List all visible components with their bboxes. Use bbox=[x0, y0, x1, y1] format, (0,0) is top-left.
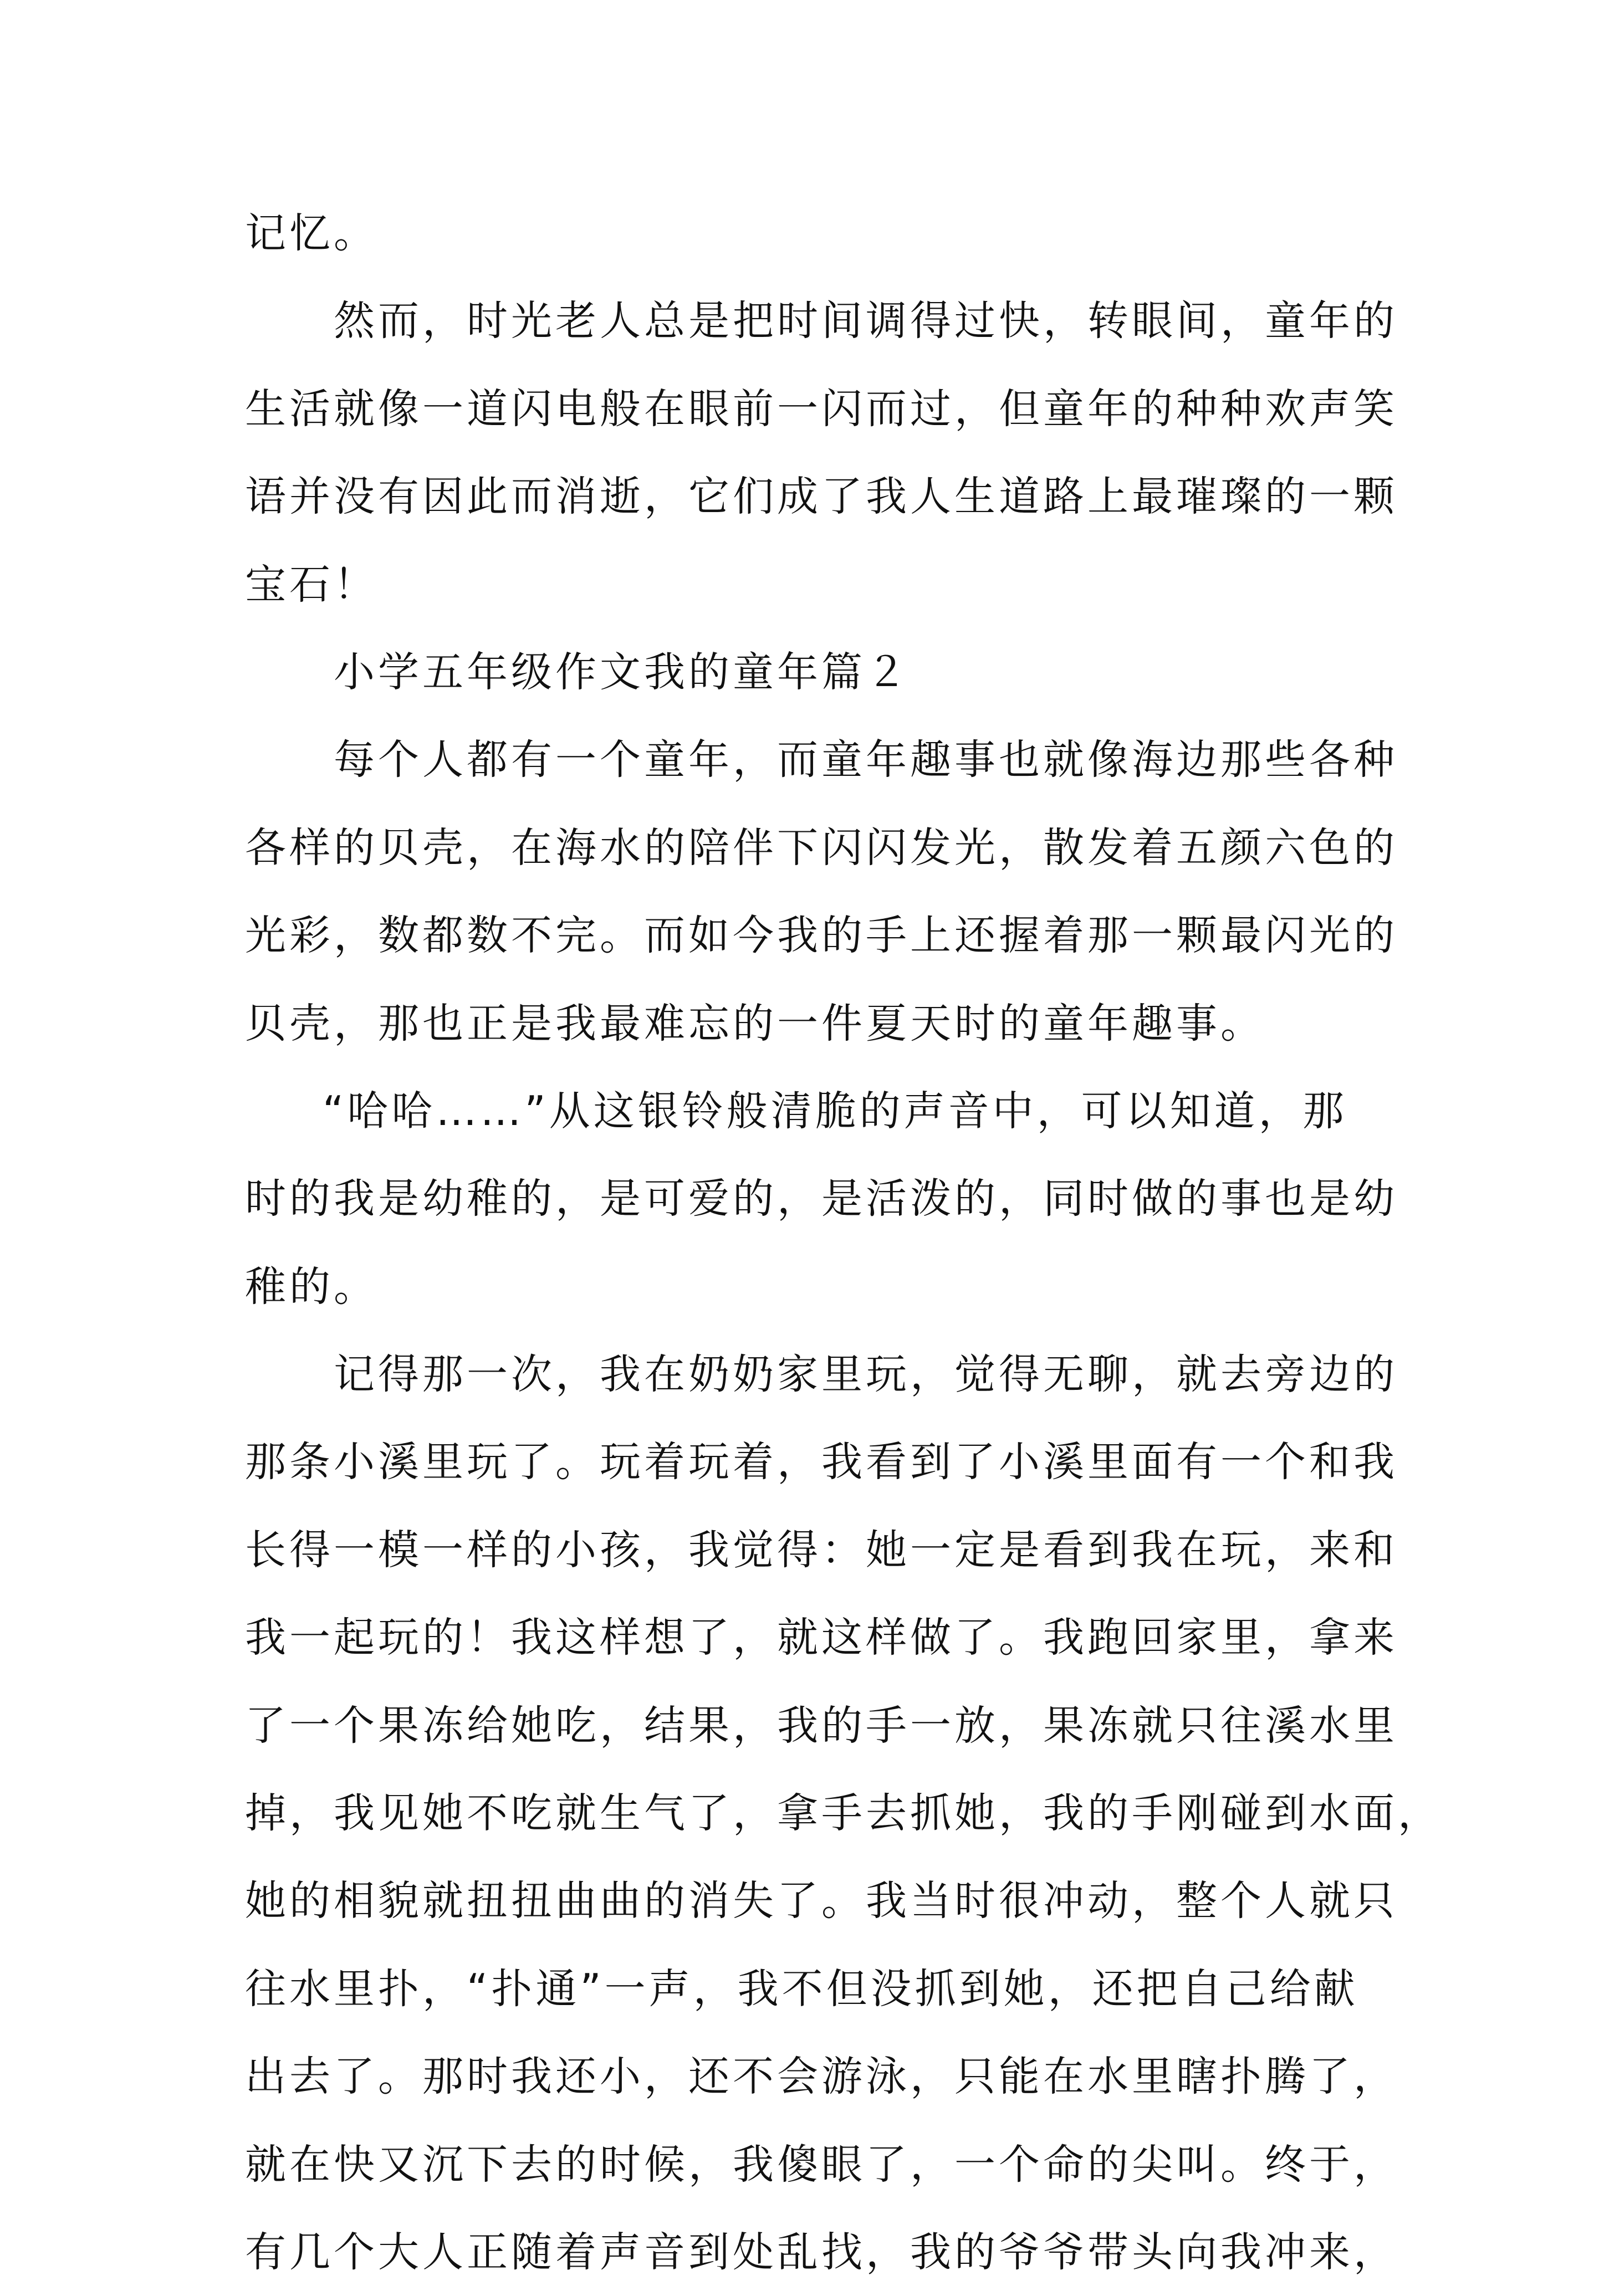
text-line: 语并没有因此而消逝，它们成了我人生道路上最璀璨的一颗 bbox=[245, 473, 1398, 521]
text-line: 宝石！ bbox=[245, 560, 378, 608]
text-line: 稚的。 bbox=[245, 1262, 378, 1311]
text-line: 出去了。那时我还小，还不会游泳，只能在水里瞎扑腾了， bbox=[245, 2053, 1398, 2101]
section-heading: 小学五年级作文我的童年篇２ bbox=[334, 648, 910, 696]
text-line: 就在快又沉下去的时候，我傻眼了，一个命的尖叫。终于， bbox=[245, 2140, 1398, 2188]
text-line: 贝壳，那也正是我最难忘的一件夏天时的童年趣事。 bbox=[245, 999, 1265, 1047]
text-line: 掉，我见她不吃就生气了，拿手去抓她，我的手刚碰到水面， bbox=[245, 1789, 1442, 1838]
text-line: 记忆。 bbox=[245, 209, 378, 257]
paragraph-start-line: 记得那一次，我在奶奶家里玩，觉得无聊，就去旁边的 bbox=[334, 1351, 1398, 1399]
text-line: 时的我是幼稚的，是可爱的，是活泼的，同时做的事也是幼 bbox=[245, 1175, 1398, 1223]
text-line: 长得一模一样的小孩，我觉得：她一定是看到我在玩，来和 bbox=[245, 1526, 1398, 1574]
paragraph-start-line: 然而，时光老人总是把时间调得过快，转眼间，童年的 bbox=[334, 297, 1398, 345]
paragraph-start-line: “哈哈……”从这银铃般清脆的声音中，可以知道，那 bbox=[323, 1087, 1347, 1135]
text-line: 生活就像一道闪电般在眼前一闪而过，但童年的种种欢声笑 bbox=[245, 385, 1398, 433]
text-line: 光彩，数都数不完。而如今我的手上还握着那一颗最闪光的 bbox=[245, 912, 1398, 960]
text-line: 各样的贝壳，在海水的陪伴下闪闪发光，散发着五颜六色的 bbox=[245, 824, 1398, 872]
text-line: 了一个果冻给她吃，结果，我的手一放，果冻就只往溪水里 bbox=[245, 1701, 1398, 1750]
paragraph-start-line: 每个人都有一个童年，而童年趣事也就像海边那些各种 bbox=[334, 736, 1398, 784]
text-line: 有几个大人正随着声音到处乱找，我的爷爷带头向我冲来， bbox=[245, 2228, 1398, 2276]
text-line: 往水里扑，“扑通”一声，我不但没抓到她，还把自己给献 bbox=[245, 1965, 1358, 2013]
text-line: 她的相貌就扭扭曲曲的消失了。我当时很冲动，整个人就只 bbox=[245, 1877, 1398, 1925]
text-line: 那条小溪里玩了。玩着玩着，我看到了小溪里面有一个和我 bbox=[245, 1438, 1398, 1486]
text-line: 我一起玩的！我这样想了，就这样做了。我跑回家里，拿来 bbox=[245, 1614, 1398, 1662]
document-body bbox=[245, 190, 1442, 2296]
